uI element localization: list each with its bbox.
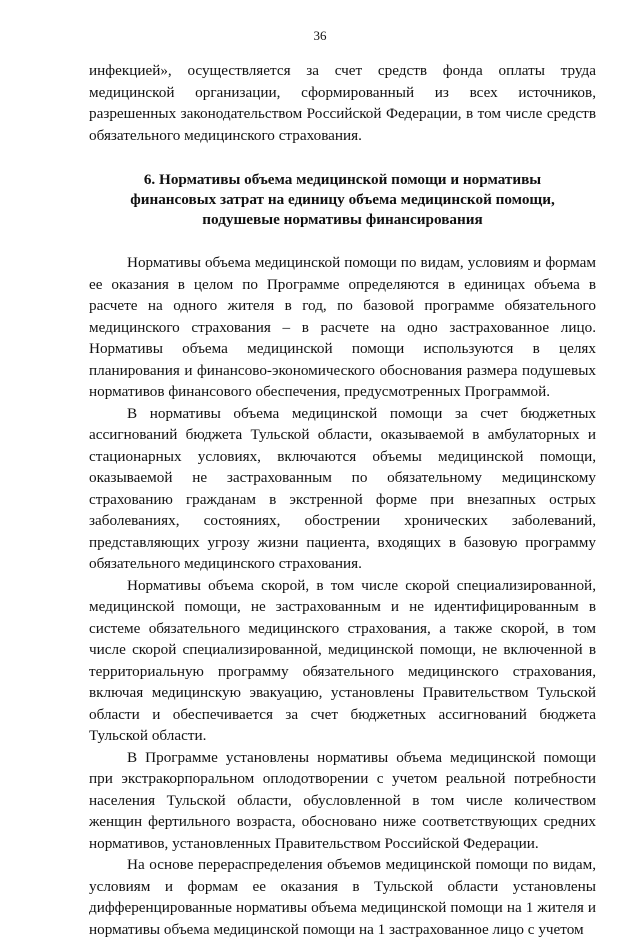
section-heading: 6. Нормативы объема медицинской помощи и нормативы финансовых затрат на единицу объема медицинской помощи, подушевые нормативы финансирования: [130, 171, 555, 228]
page-number: 36: [313, 28, 327, 43]
paragraph-2: В нормативы объема медицинской помощи за счет бюджетных ассигнований бюджета Тульской области, оказываемой в амбулаторных и стационарных условиях, включаются объемы медицинской помощи, оказываемой не застрахованным по обязательному медицинскому страхованию гражданам в экстренной форме при внезапных острых заболеваниях, состояниях, обострении хронических заболеваний, представляющих угрозу жизни пациента, входящих в базовую программу обязательного медицинского страхования.: [89, 404, 596, 572]
paragraph-3: Нормативы объема скорой, в том числе скорой специализированной, медицинской помощи, не застрахованным и не идентифицированным в системе обязательного медицинского страхования, а также скорой, в том числе скорой специализированной, медицинской помощи, не включенной в территориальную программу обязательного медицинского страхования, включая медицинскую эвакуацию, установлены Правительством Тульской области и обеспечивается за счет бюджетных ассигнований бюджета Тульской области.: [89, 576, 596, 744]
paragraph-5: На основе перераспределения объемов медицинской помощи по видам, условиям и формам ее оказания в Тульской области установлены дифференцированные нормативы объема медицинской помощи на 1 жителя и нормативы объема медицинской помощи на 1 застрахованное лицо с учетом: [89, 856, 596, 938]
intro-paragraph: инфекцией», осуществляется за счет средств фонда оплаты труда медицинской организации, сформированный из всех источников, разрешенных законодательством Российской Федерации, в том числе средств обязательного медицинского страхования.: [89, 62, 596, 144]
paragraph-1: Нормативы объема медицинской помощи по видам, условиям и формам ее оказания в целом по Программе определяются в единицах объема в расчете на одного жителя в год, по базовой программе обязательного медицинского страхования – в расчете на одно застрахованное лицо. Нормативы объема медицинской помощи используются в целях планирования и финансово-экономического обоснования размера подушевых нормативов финансового обеспечения, предусмотренных Программой.: [89, 254, 596, 400]
paragraph-4: В Программе установлены нормативы объема медицинской помощи при экстракорпоральном оплодотворении с учетом реальной потребности населения Тульской области, обусловленной в том числе количеством женщин фертильного возраста, обосновано ниже соответствующих средних нормативов, установленных Правительством Российской Федерации.: [89, 748, 596, 852]
page-content: [89, 60, 596, 940]
